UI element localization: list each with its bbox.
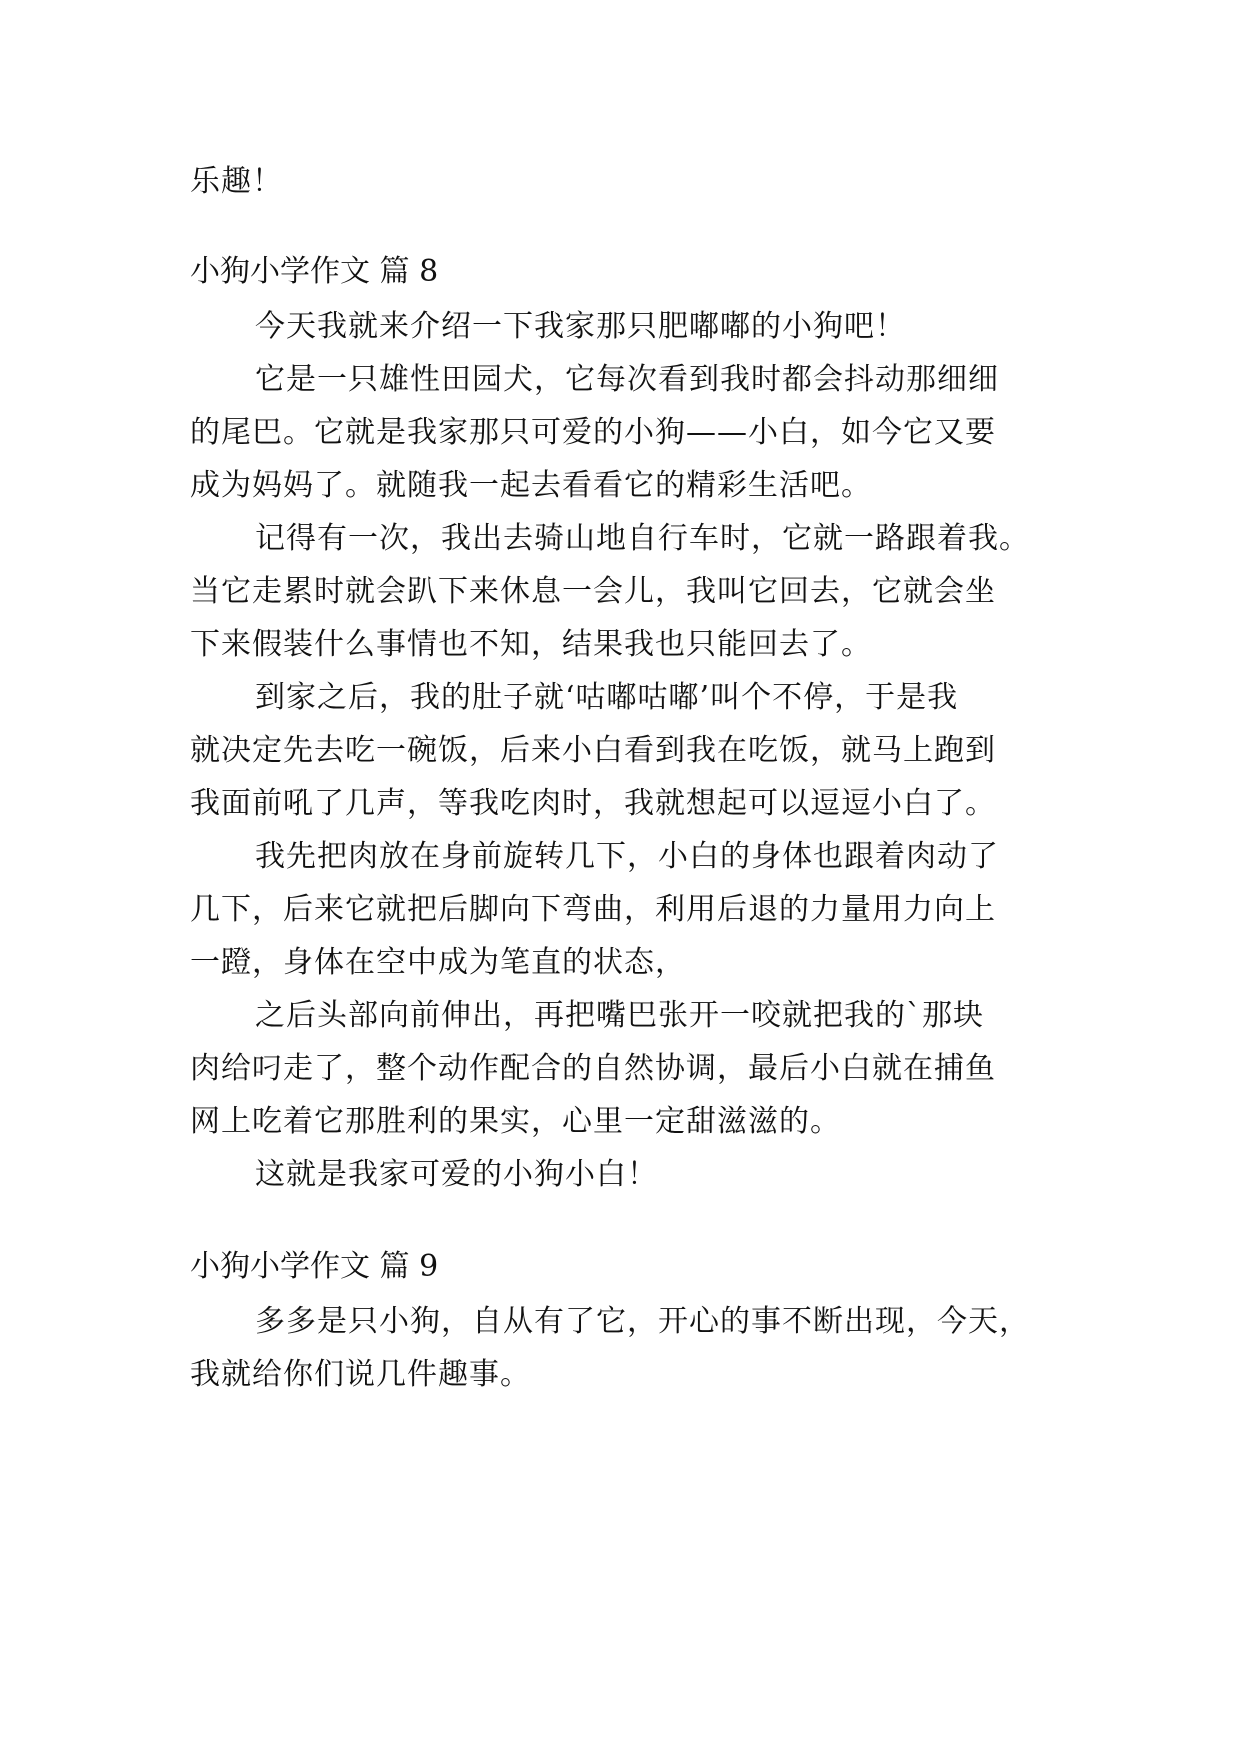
paragraph-line: 几下，后来它就把后脚向下弯曲，利用后退的力量用力向上 xyxy=(190,892,996,927)
paragraph-line: 肉给叼走了，整个动作配合的自然协调，最后小白就在捕鱼 xyxy=(190,1051,996,1086)
paragraph-line: 多多是只小狗，自从有了它，开心的事不断出现，今天， xyxy=(255,1304,1030,1339)
paragraph-line: 我就给你们说几件趣事。 xyxy=(190,1357,531,1392)
paragraph-line: 之后头部向前伸出，再把嘴巴张开一咬就把我的`那块 xyxy=(255,998,984,1033)
paragraph-line: 我面前吼了几声，等我吃肉时，我就想起可以逗逗小白了。 xyxy=(190,786,996,821)
paragraph-line: 就决定先去吃一碗饭，后来小白看到我在吃饭，就马上跑到 xyxy=(190,733,996,768)
paragraph-line: 到家之后，我的肚子就‘咕嘟咕嘟’叫个不停，于是我 xyxy=(255,680,959,715)
section-title-9: 小狗小学作文 篇 9 xyxy=(190,1249,439,1284)
paragraph-line: 我先把肉放在身前旋转几下，小白的身体也跟着肉动了 xyxy=(255,839,999,874)
lead-fragment: 乐趣！ xyxy=(190,164,283,199)
paragraph-line: 记得有一次，我出去骑山地自行车时，它就一路跟着我。 xyxy=(255,521,1030,556)
paragraph-line: 它是一只雄性田园犬，它每次看到我时都会抖动那细细 xyxy=(255,362,999,397)
paragraph-line: 一蹬，身体在空中成为笔直的状态， xyxy=(190,945,686,980)
paragraph-line: 的尾巴。它就是我家那只可爱的小狗——小白，如今它又要 xyxy=(190,415,996,450)
paragraph-line: 成为妈妈了。就随我一起去看看它的精彩生活吧。 xyxy=(190,468,872,503)
section-title-8: 小狗小学作文 篇 8 xyxy=(190,254,439,289)
paragraph-line: 网上吃着它那胜利的果实，心里一定甜滋滋的。 xyxy=(190,1104,841,1139)
paragraph-line: 这就是我家可爱的小狗小白！ xyxy=(255,1157,658,1192)
paragraph-line: 今天我就来介绍一下我家那只肥嘟嘟的小狗吧！ xyxy=(255,309,906,344)
paragraph-line: 下来假装什么事情也不知，结果我也只能回去了。 xyxy=(190,627,872,662)
paragraph-line: 当它走累时就会趴下来休息一会儿，我叫它回去，它就会坐 xyxy=(190,574,996,609)
